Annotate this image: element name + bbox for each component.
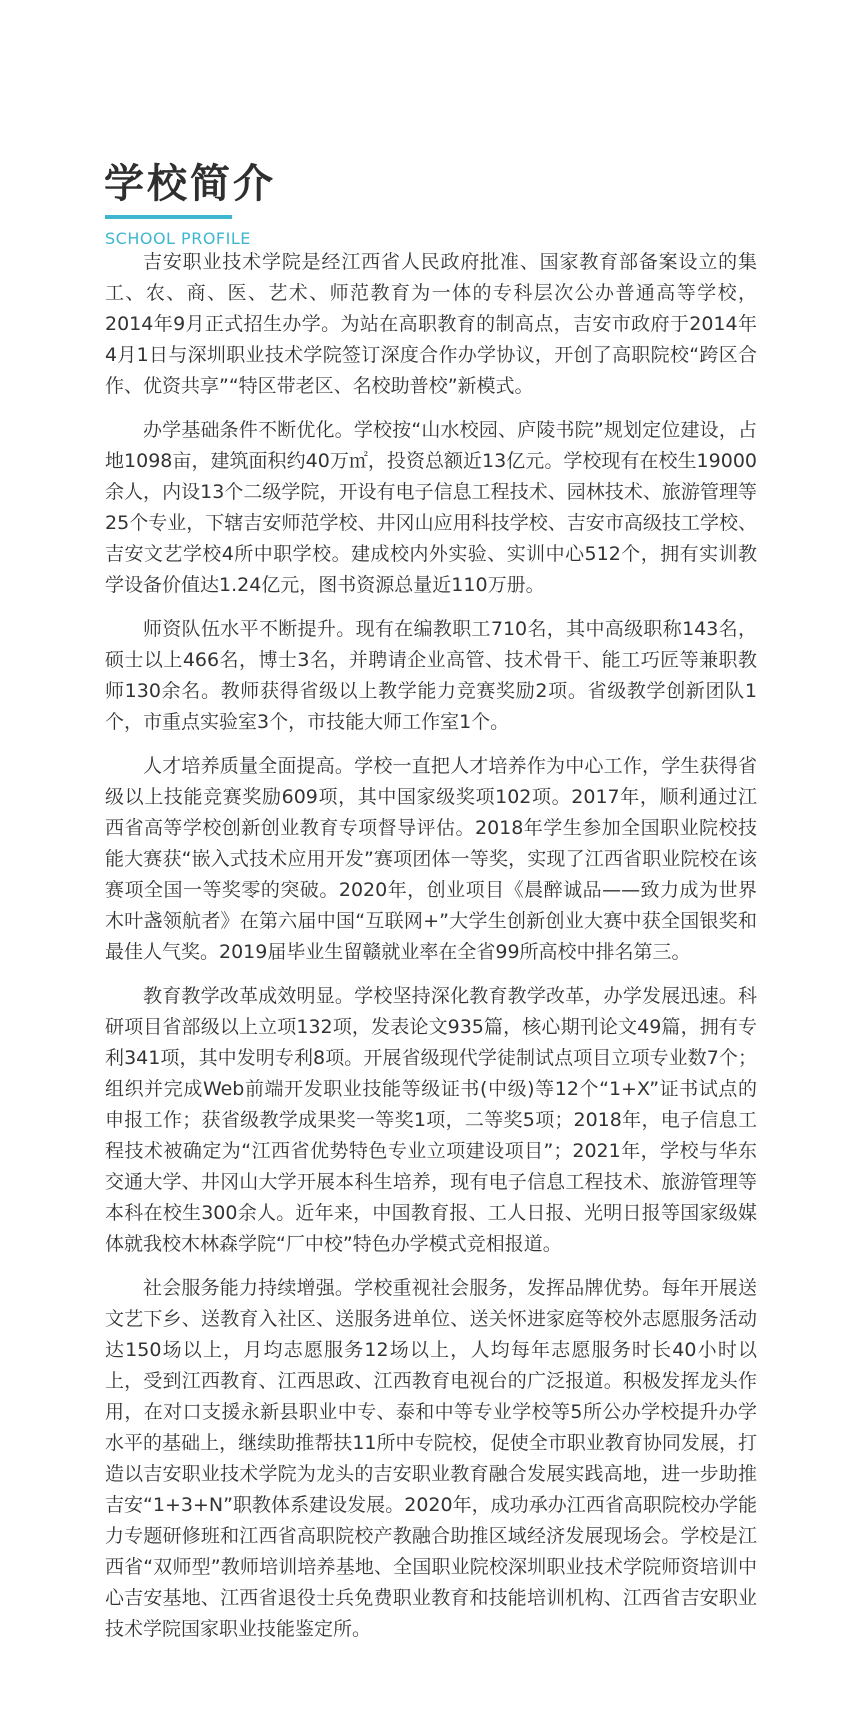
paragraph-education-reform: 教育教学改革成效明显。学校坚持深化教育教学改革，办学发展迅速。科研项目省部级以上立项132项，发表论文935篇，核心期刊论文49篇，拥有专利341项，其中发明专利8项。开展省级现代学徒制试点项目立项专业数7个；组织并完成Web前端开发职业技能等级证书(中级)等12个“1+X”证书试点的申报工作；获省级教学成果奖一等奖1项，二等奖5项；2018年，电子信息工程技术被确定为“江西省优势特色专业立项建设项目”；2021年，学校与华东交通大学、井冈山大学开展本科生培养，现有电子信息工程技术、旅游管理等本科在校生300余人。近年来，中国教育报、工人日报、光明日报等国家级媒体就我校木林森学院“厂中校”特色办学模式竞相报道。 bbox=[105, 985, 757, 1255]
page-subtitle: SCHOOL PROFILE bbox=[105, 229, 251, 248]
profile-body bbox=[105, 247, 757, 1658]
paragraph-faculty: 师资队伍水平不断提升。现有在编教职工710名，其中高级职称143名，硕士以上466名，博士3名，并聘请企业高管、技术骨干、能工巧匠等兼职教师130余名。教师获得省级以上教学能力竞赛奖励2项。省级教学创新团队1个，市重点实验室3个，市技能大师工作室1个。 bbox=[105, 618, 757, 733]
paragraph-social-service: 社会服务能力持续增强。学校重视社会服务，发挥品牌优势。每年开展送文艺下乡、送教育入社区、送服务进单位、送关怀进家庭等校外志愿服务活动达150场以上，月均志愿服务12场以上，人均每年志愿服务时长40小时以上，受到江西教育、江西思政、江西教育电视台的广泛报道。积极发挥龙头作用，在对口支援永新县职业中专、泰和中等专业学校等5所公办学校提升办学水平的基础上，继续助推帮扶11所中专院校，促使全市职业教育协同发展，打造以吉安职业技术学院为龙头的吉安职业教育融合发展实践高地，进一步助推吉安“1+3+N”职教体系建设发展。2020年，成功承办江西省高职院校办学能力专题研修班和江西省高职院校产教融合助推区域经济发展现场会。学校是江西省“双师型”教师培训培养基地、全国职业院校深圳职业技术学院师资培训中心吉安基地、江西省退役士兵免费职业教育和技能培训机构、江西省吉安职业技术学院国家职业技能鉴定所。 bbox=[105, 1277, 757, 1640]
paragraph-facilities: 办学基础条件不断优化。学校按“山水校园、庐陵书院”规划定位建设，占地1098亩，建筑面积约40万㎡，投资总额近13亿元。学校现有在校生19000余人，内设13个二级学院，开设有电子信息工程技术、园林技术、旅游管理等25个专业，下辖吉安师范学校、井冈山应用科技学校、吉安市高级技工学校、吉安文艺学校4所中职学校。建成校内外实验、实训中心512个，拥有实训教学设备价值达1.24亿元，图书资源总量近110万册。 bbox=[105, 419, 757, 596]
page-title: 学校简介 bbox=[104, 161, 276, 207]
paragraph-talent-training: 人才培养质量全面提高。学校一直把人才培养作为中心工作，学生获得省级以上技能竞赛奖励609项，其中国家级奖项102项。2017年，顺利通过江西省高等学校创新创业教育专项督导评估。2018年学生参加全国职业院校技能大赛获“嵌入式技术应用开发”赛项团体一等奖，实现了江西省职业院校在该赛项全国一等奖零的突破。2020年，创业项目《晨醉诚品——致力成为世界木叶盏领航者》在第六届中国“互联网+”大学生创新创业大赛中获全国银奖和最佳人气奖。2019届毕业生留赣就业率在全省99所高校中排名第三。 bbox=[105, 755, 757, 963]
paragraph-intro: 吉安职业技术学院是经江西省人民政府批准、国家教育部备案设立的集工、农、商、医、艺术、师范教育为一体的专科层次公办普通高等学校，2014年9月正式招生办学。为站在高职教育的制高点，吉安市政府于2014年4月1日与深圳职业技术学院签订深度合作办学协议，开创了高职院校“跨区合作、优资共享”“特区带老区、名校助普校”新模式。 bbox=[105, 251, 757, 397]
title-underline bbox=[105, 215, 232, 219]
